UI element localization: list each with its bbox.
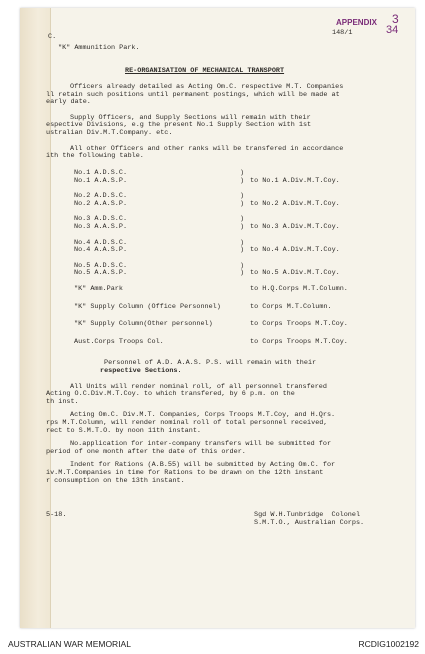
paragraph-line: Acting Om.C. Div.M.T. Companies, Corps Troops M.T.Coy, and H.Qrs. [70,411,336,420]
table-to-cell: to No.2 A.Div.M.T.Coy. [250,199,340,208]
paragraph-line: No.application for inter-company transfers will be submitted for [70,440,332,449]
table-to-cell: to H.Q.Corps M.T.Column. [250,285,348,293]
paragraph-line: th inst. [46,397,79,406]
paragraph-line: r consumption on the 13th instant. [46,476,185,485]
table-from-cell: "K" Supply Column(Other personnel) [74,320,213,329]
header-unit: "K" Ammunition Park. [58,44,140,52]
stamp-label: APPENDIX [336,18,377,27]
bracket-mark: ) [240,199,245,208]
note-line: Personnel of A.D. A.A.S. P.S. will remain with their [104,359,317,368]
signature-line-1: Sgd W.H.Tunbridge Colonel [254,511,361,519]
table-to-cell: to Corps M.T.Column. [250,302,332,311]
signature-line-2: S.M.T.O., Australian Corps. [254,519,365,527]
bracket-mark: ) [240,192,245,201]
header-ref-left: C. [48,33,57,41]
paragraph-line: rect to S.M.T.O. by noon 11th instant. [46,426,201,435]
table-to-cell: to No.5 A.Div.M.T.Coy. [250,269,340,278]
stamp-number-1: 3 [392,12,399,26]
paragraph-line: ustralian Div.M.T.Company. etc. [46,129,173,137]
document-title: RE-ORGANISATION OF MECHANICAL TRANSPORT [125,67,285,75]
bracket-mark: ) [240,169,245,177]
paragraph-line: Officers already detailed as Acting Om.C. respective M.T. Companies [70,83,344,91]
stamp-number-2: 34 [386,24,399,36]
table-from-cell: No.3 A.A.S.P. [74,223,128,231]
table-from-cell: No.5 A.D.S.C. [74,261,128,270]
paragraph-line: Supply Officers, and Supply Sections will remain with their [70,113,311,122]
document-date: 5-18. [46,511,67,519]
table-to-cell: to No.1 A.Div.M.T.Coy. [250,176,340,185]
table-from-cell: No.3 A.D.S.C. [74,215,128,224]
paragraph-line: iv.M.T.Companies in time for Rations to be drawn on the 12th instant [46,469,324,477]
paragraph-line: early date. [46,98,91,107]
bracket-mark: ) [240,261,245,270]
table-from-cell: No.4 A.D.S.C. [74,238,128,247]
footer-record-id: RCDIG1002192 [358,639,419,649]
table-from-cell: No.2 A.A.S.P. [74,199,128,208]
table-to-cell: to Corps Troops M.T.Coy. [250,320,348,329]
table-to-cell: to Corps Troops M.T.Coy. [250,337,348,346]
note-line: respective Sections. [100,367,182,375]
table-from-cell: No.2 A.D.S.C. [74,192,128,201]
table-from-cell: No.4 A.A.S.P. [74,246,128,255]
paragraph-line: rps M.T.Column, will render nominal roll of total personnel received, [46,419,328,427]
table-from-cell: No.5 A.A.S.P. [74,269,128,278]
table-from-cell: "K" Amm.Park [74,285,123,293]
table-from-cell: No.1 A.A.S.P. [74,176,128,185]
table-from-cell: "K" Supply Column (Office Personnel) [74,302,221,311]
bracket-mark: ) [240,246,245,255]
paragraph-line: ith the following table. [46,152,144,161]
paragraph-line: All other Officers and other ranks will be transfered in accordance [70,144,344,153]
bracket-mark: ) [240,238,245,247]
table-to-cell: to No.3 A.Div.M.T.Coy. [250,223,340,231]
paragraph-line: period of one month after the date of this order. [46,447,246,456]
paragraph-line: Acting O.C.Div.M.T.Coy. to which transfered, by 6 p.m. on the [46,390,295,399]
footer-archive-name: AUSTRALIAN WAR MEMORIAL [8,639,131,649]
paragraph-line: espective Divisions, e.g the present No.1 Supply Section with 1st [46,121,312,130]
bracket-mark: ) [240,223,245,231]
table-from-cell: No.1 A.D.S.C. [74,169,128,177]
bracket-mark: ) [240,176,245,185]
table-from-cell: Aust.Corps Troops Col. [74,337,164,346]
bracket-mark: ) [240,269,245,278]
bracket-mark: ) [240,215,245,224]
paragraph-line: Indent for Rations (A.B.55) will be submitted by Acting Om.C. for [70,461,336,470]
header-ref-number: 148/1 [332,29,353,37]
paragraph-line: All Units will render nominal roll, of all personnel transfered [70,382,327,391]
table-to-cell: to No.4 A.Div.M.T.Coy. [250,246,340,255]
paragraph-line: ll retain such positions until permanent postings, which will be made at [46,90,340,99]
